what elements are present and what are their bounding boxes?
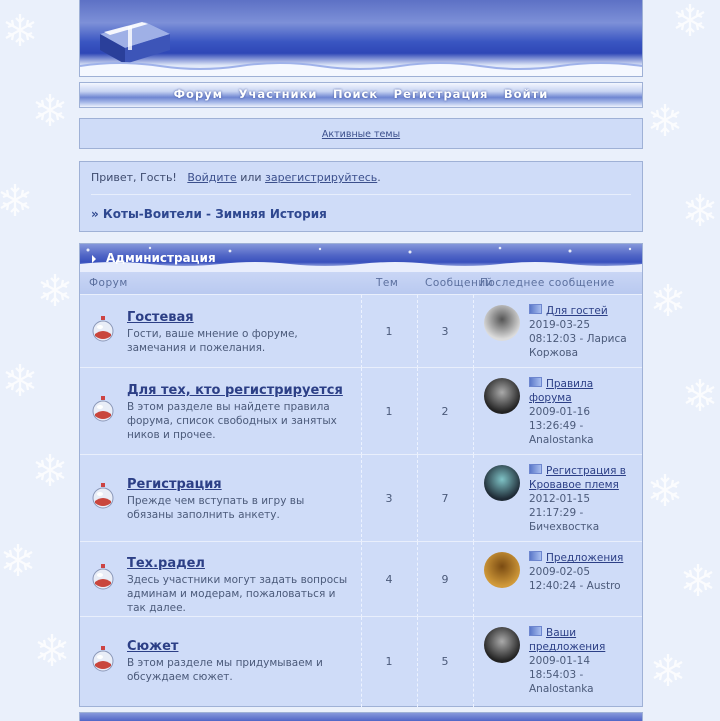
- forum-name[interactable]: Для тех, кто регистрируется: [127, 383, 343, 398]
- cell-divider: [473, 295, 474, 368]
- forum-row: [80, 294, 642, 368]
- active-topics-link[interactable]: Активные темы: [321, 129, 401, 140]
- cell-divider: [473, 542, 474, 617]
- last-post-date: 2012-01-15 21:17:29: [529, 493, 591, 519]
- nav-login[interactable]: Войти: [503, 87, 549, 101]
- forum-globe-icon: [92, 396, 114, 422]
- forum-name[interactable]: Гостевая: [127, 310, 194, 325]
- post-count: 2: [441, 405, 449, 418]
- cell-divider: [473, 617, 474, 707]
- new-post-icon: [529, 626, 542, 636]
- login-link[interactable]: Войдите: [187, 171, 237, 184]
- chevron-right-icon: [92, 255, 96, 263]
- new-post-icon: [529, 377, 542, 387]
- forum-name[interactable]: Регистрация: [127, 477, 222, 492]
- last-post-date: 2009-01-14 18:54:03: [529, 655, 591, 681]
- forum-description: Гости, ваше мнение о форуме, замечания и пожелания.: [127, 328, 298, 354]
- topic-count: 1: [385, 325, 393, 338]
- active-topics-bar: [79, 118, 643, 149]
- or-text: или: [240, 171, 262, 184]
- snow-wave: [80, 58, 642, 76]
- last-post-author[interactable]: Austro: [586, 580, 621, 592]
- cell-divider: [473, 368, 474, 455]
- greeting: Привет, Гость!: [91, 171, 177, 184]
- topic-count: 1: [385, 655, 393, 668]
- forum-globe-icon: [92, 483, 114, 509]
- forum-row: [80, 541, 642, 617]
- last-post: Правила форума 2009-01-16 13:26:49 - Analostanka: [529, 378, 594, 446]
- breadcrumb[interactable]: » Коты-Воители - Зимняя История: [91, 207, 327, 221]
- new-post-icon: [529, 551, 542, 561]
- forum-description: Здесь участники могут задать вопросы админам и модерам, пожаловаться и так далее.: [127, 574, 348, 614]
- last-post-author[interactable]: Бичехвостка: [529, 521, 600, 533]
- forum-description: Прежде чем вступать в игру вы обязаны заполнить анкету.: [127, 495, 305, 521]
- nav-search[interactable]: Поиск: [332, 87, 379, 101]
- category-administration: [79, 243, 643, 707]
- topic-count: 4: [385, 573, 393, 586]
- register-link[interactable]: зарегистрируйтесь: [265, 171, 378, 184]
- post-count: 9: [441, 573, 449, 586]
- topic-count: 1: [385, 405, 393, 418]
- new-post-icon: [529, 464, 542, 474]
- forum-name[interactable]: Сюжет: [127, 639, 179, 654]
- category-header[interactable]: [80, 244, 642, 272]
- col-forum: Форум: [89, 277, 128, 289]
- main-navbar: [79, 82, 643, 108]
- forum-row: [80, 454, 642, 542]
- nav-register[interactable]: Регистрация: [393, 87, 489, 101]
- topic-count: 3: [385, 492, 393, 505]
- last-post-date: 2009-02-05 12:40:24: [529, 566, 591, 592]
- column-headers: [80, 272, 642, 294]
- post-count: 7: [441, 492, 449, 505]
- col-topics: Тем: [376, 277, 399, 289]
- last-post: Регистрация в Кровавое племя 2012-01-15 21:17:29 - Бичехвостка: [529, 465, 626, 533]
- post-count: 5: [441, 655, 449, 668]
- last-post: Для гостей 2019-03-25 08:12:03 - Лариса Коржова: [529, 305, 627, 359]
- forum-description: В этом разделе вы найдете правила форума, список свободных и занятых ников и прочее.: [127, 401, 337, 441]
- last-post-title[interactable]: Регистрация в Кровавое племя: [529, 465, 626, 491]
- forum-name[interactable]: Тех.радел: [127, 556, 205, 571]
- post-count: 3: [441, 325, 449, 338]
- period: .: [377, 171, 381, 184]
- divider: [91, 194, 631, 195]
- last-post-title[interactable]: Для гостей: [546, 305, 608, 317]
- last-post-title[interactable]: Предложения: [546, 552, 624, 564]
- cell-divider: [473, 455, 474, 542]
- last-post-title[interactable]: Ваши предложения: [529, 627, 606, 653]
- welcome-text: [91, 171, 381, 184]
- last-post-title[interactable]: Правила форума: [529, 378, 594, 404]
- last-post: Предложения 2009-02-05 12:40:24 - Austro: [529, 552, 624, 592]
- nav-forum[interactable]: Форум: [173, 87, 224, 101]
- category-title: Администрация: [106, 251, 216, 265]
- last-post-date: 2009-01-16 13:26:49: [529, 406, 591, 432]
- forum-globe-icon: [92, 316, 114, 342]
- last-post-author[interactable]: Лариса Коржова: [529, 333, 627, 359]
- last-post-author[interactable]: Analostanka: [529, 434, 594, 446]
- col-last-post: Последнее сообщение: [480, 277, 615, 289]
- nav-members[interactable]: Участники: [238, 87, 318, 101]
- forum-row: [80, 616, 642, 707]
- forum-description: В этом разделе мы придумываем и обсуждаем сюжет.: [127, 657, 323, 683]
- forum-banner: [79, 0, 643, 77]
- forum-row: [80, 367, 642, 455]
- welcome-panel: [79, 161, 643, 232]
- last-post-date: 2019-03-25 08:12:03: [529, 319, 591, 345]
- forum-globe-icon: [92, 564, 114, 590]
- forum-globe-icon: [92, 646, 114, 672]
- last-post: Ваши предложения 2009-01-14 18:54:03 - Analostanka: [529, 627, 606, 695]
- new-post-icon: [529, 304, 542, 314]
- last-post-author[interactable]: Analostanka: [529, 683, 594, 695]
- forum-logo-icon: [90, 12, 180, 64]
- col-posts: Сообщений: [425, 277, 494, 289]
